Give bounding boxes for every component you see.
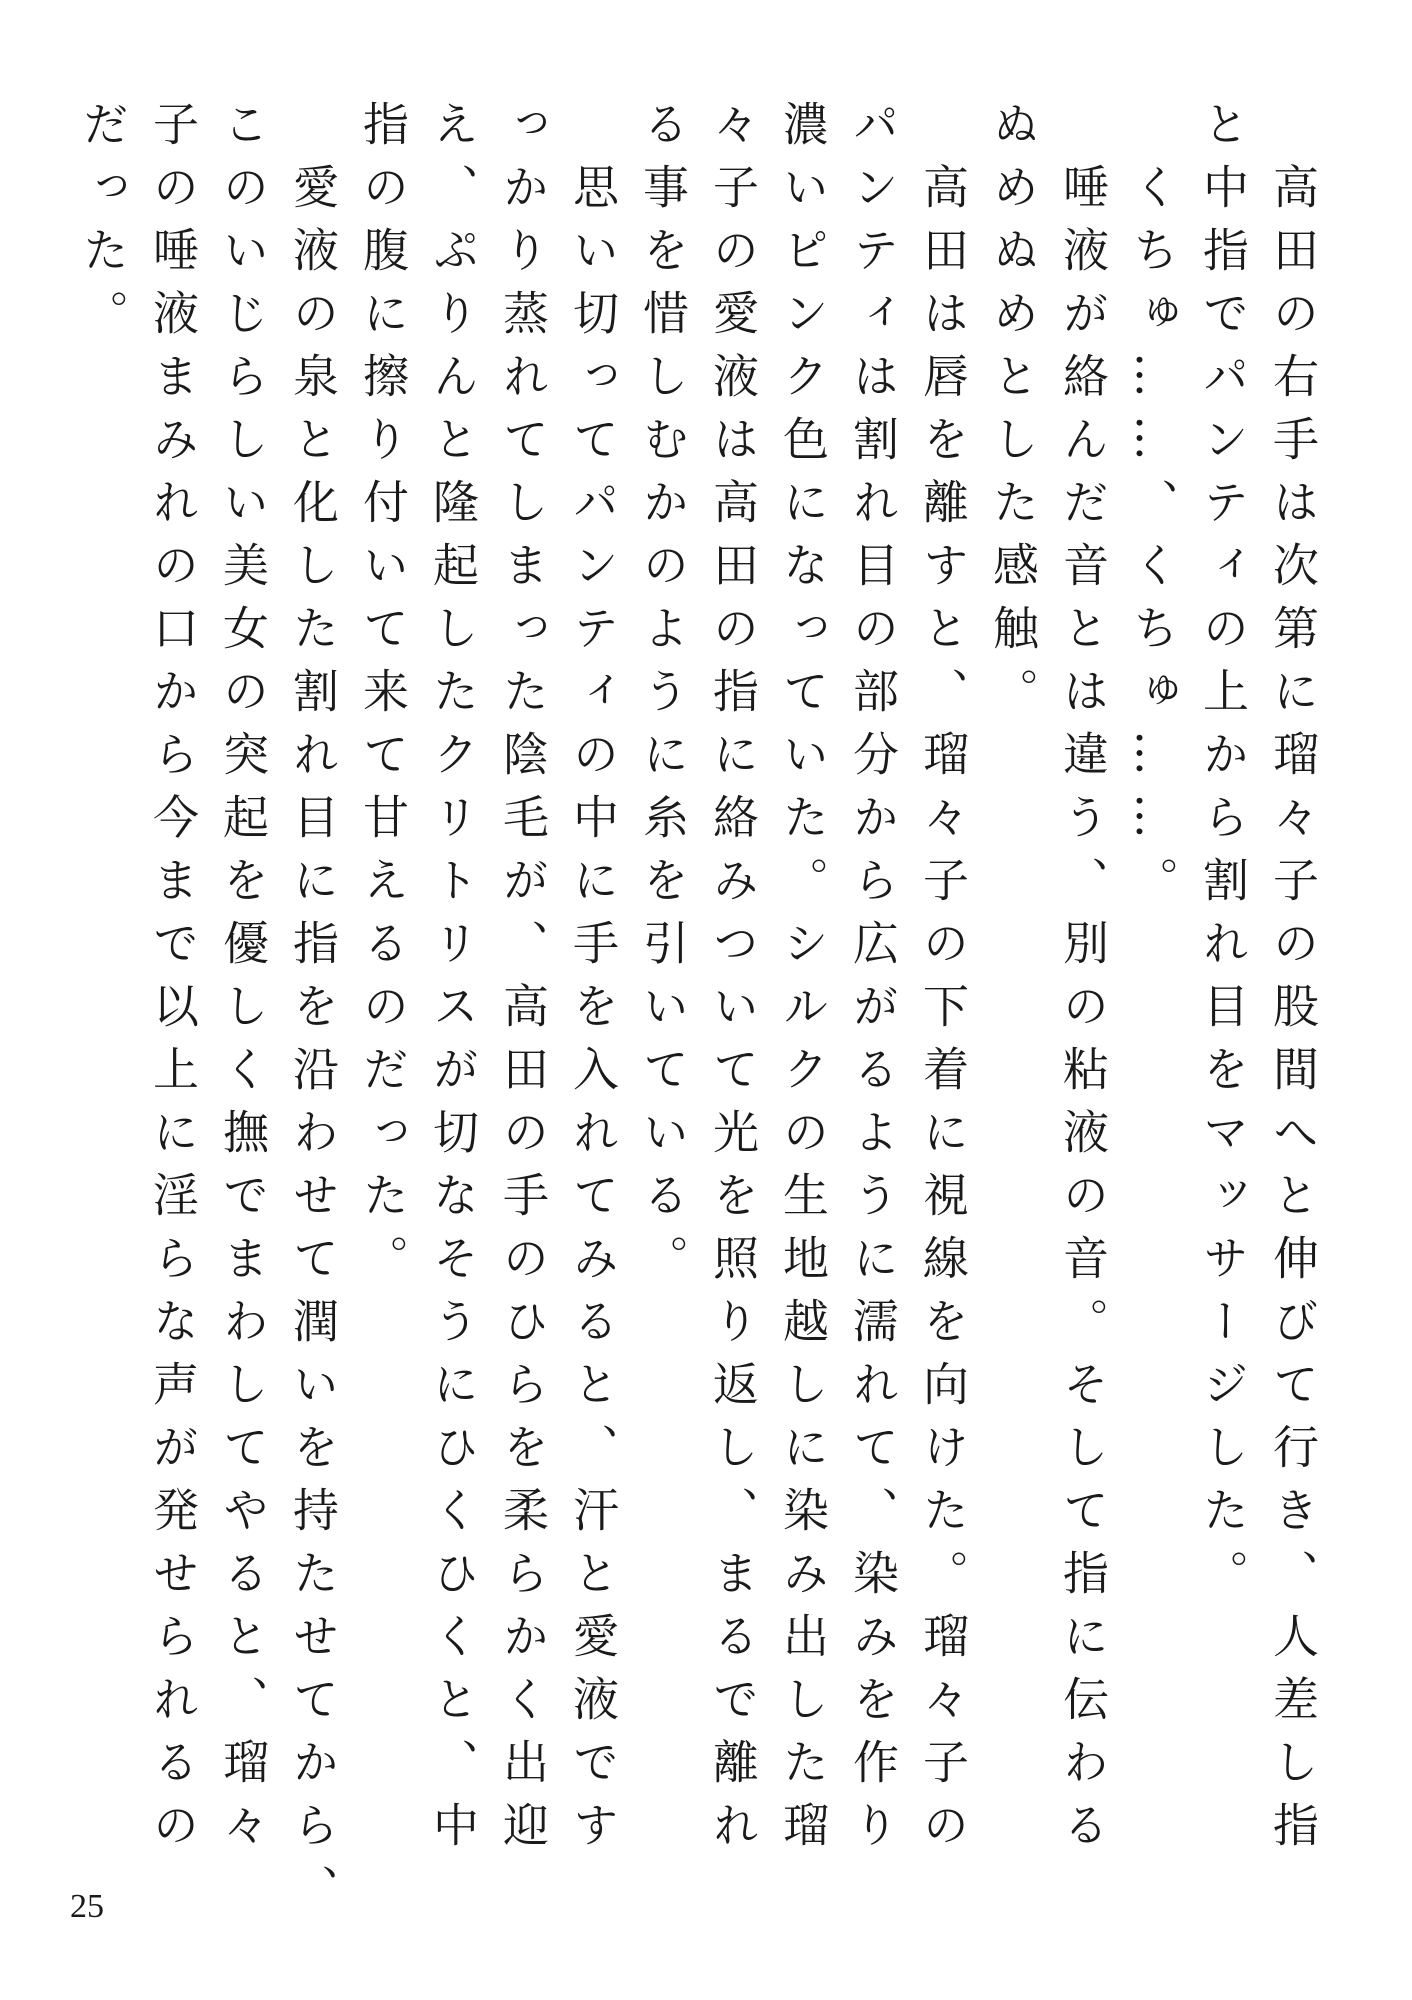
- text-column-13: え、ぷりんと隆起したクリトリスが切なそうにひくひくと、中: [426, 100, 480, 1864]
- text-column-11: 思い切ってパンティの中に手を入れてみると、汗と愛液です: [566, 100, 620, 1864]
- text-column-6: 高田は唇を離すと、瑠々子の下着に視線を向けた。瑠々子の: [916, 100, 970, 1864]
- text-column-1: 高田の右手は次第に瑠々子の股間へと伸びて行き、人差し指: [1266, 100, 1320, 1864]
- text-column-15: 愛液の泉と化した割れ目に指を沿わせて潤いを持たせてから、: [286, 100, 340, 1927]
- text-column-5: ぬめぬめとした感触。: [986, 100, 1040, 730]
- text-column-4: 唾液が絡んだ音とは違う、別の粘液の音。そして指に伝わる: [1056, 100, 1110, 1864]
- text-column-8: 濃いピンク色になっていた。シルクの生地越しに染み出した瑠: [776, 100, 830, 1864]
- text-column-14: 指の腹に擦り付いて来て甘えるのだった。: [356, 100, 410, 1297]
- text-column-9: 々子の愛液は高田の指に絡みついて光を照り返し、まるで離れ: [706, 100, 760, 1864]
- text-column-3: くちゅ……、くちゅ……。: [1126, 100, 1180, 919]
- text-column-17: 子の唾液まみれの口から今まで以上に淫らな声が発せられるの: [146, 100, 200, 1864]
- text-column-7: パンティは割れ目の部分から広がるように濡れて、染みを作り: [846, 100, 900, 1864]
- text-column-10: る事を惜しむかのように糸を引いている。: [636, 100, 690, 1297]
- page-number: 25: [70, 1888, 104, 1925]
- text-column-2: と中指でパンティの上から割れ目をマッサージした。: [1196, 100, 1250, 1612]
- text-column-12: っかり蒸れてしまった陰毛が、高田の手のひらを柔らかく出迎: [496, 100, 550, 1864]
- text-column-16: このいじらしい美女の突起を優しく撫でまわしてやると、瑠々: [216, 100, 270, 1864]
- text-column-18: だった。: [76, 100, 130, 352]
